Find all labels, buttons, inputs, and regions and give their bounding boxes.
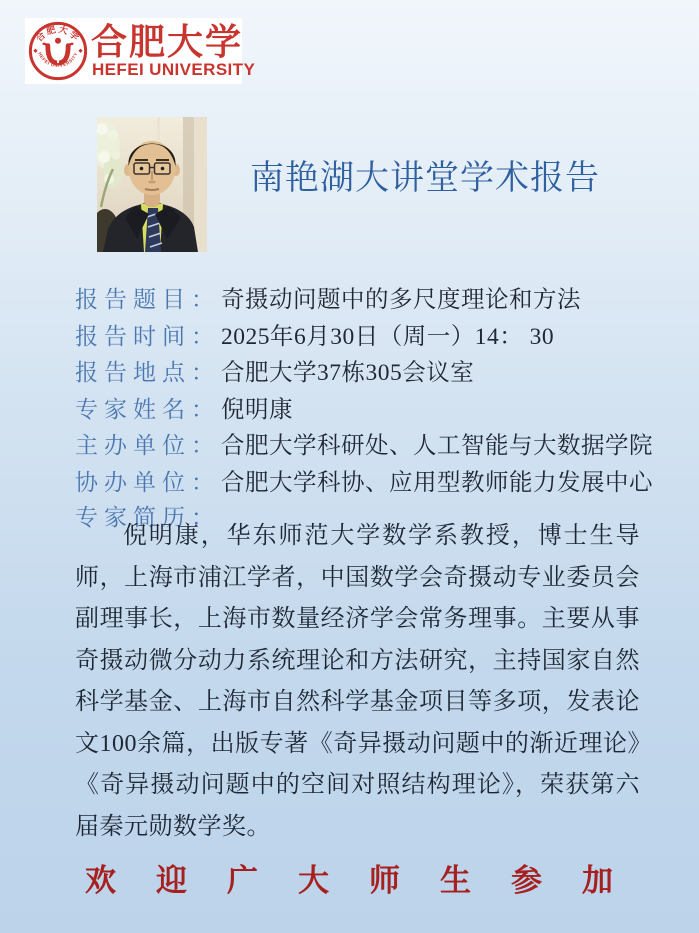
speaker-photo <box>97 117 207 252</box>
info-label: 协办单位： <box>75 469 220 495</box>
report-info-list <box>75 280 665 536</box>
info-value: 合肥大学科研处、人工智能与大数据学院 <box>221 433 653 459</box>
info-label: 专家简历： <box>75 505 220 530</box>
welcome-message: 欢迎广大师生参加 <box>85 863 653 898</box>
info-row-topic <box>75 280 665 317</box>
info-label: 主办单位： <box>75 433 220 458</box>
info-row-cohost <box>75 463 665 500</box>
seal-bottom-text: HEFEI UNIVERSITY <box>37 51 79 69</box>
info-label: 专家姓名： <box>75 396 220 422</box>
page-title: 南艳湖大讲堂学术报告 <box>250 160 600 197</box>
university-logo <box>25 18 256 84</box>
info-label: 报告地点： <box>75 360 220 385</box>
university-name-cn: 合肥大学 <box>91 22 244 62</box>
university-seal-icon <box>28 21 88 81</box>
info-value: 2025年6月30日（周一）14： 30 <box>221 323 555 350</box>
info-value: 奇摄动问题中的多尺度理论和方法 <box>221 287 581 313</box>
info-value: 合肥大学科协、应用型教师能力发展中心 <box>221 469 653 496</box>
university-name-en: HEFEI UNIVERSITY <box>92 60 256 79</box>
info-label: 报告题目： <box>75 287 220 312</box>
info-value: 倪明康 <box>221 396 293 423</box>
info-row-time <box>75 317 665 354</box>
info-row-host <box>75 426 665 463</box>
info-row-speaker <box>75 390 665 427</box>
info-value: 合肥大学37栋305会议室 <box>221 360 475 386</box>
info-row-location <box>75 353 665 390</box>
seal-top-text: 合肥大学 <box>33 23 83 44</box>
speaker-biography: 倪明康，华东师范大学数学系教授，博士生导师，上海市浦江学者，中国数学会奇摄动专业委员会副理事长，上海市数量经济学会常务理事。主要从事奇摄动微分动力系统理论和方法研究，主持国家自然科学基金、上海市自然科学基金项目等多项，发表论文100余篇，出版专著《奇异摄动问题中的渐近理论》《奇异摄动问题中的空间对照结构理论》，荣获第六届秦元勋数学奖。 <box>75 523 640 840</box>
info-label: 报告时间： <box>75 323 220 349</box>
